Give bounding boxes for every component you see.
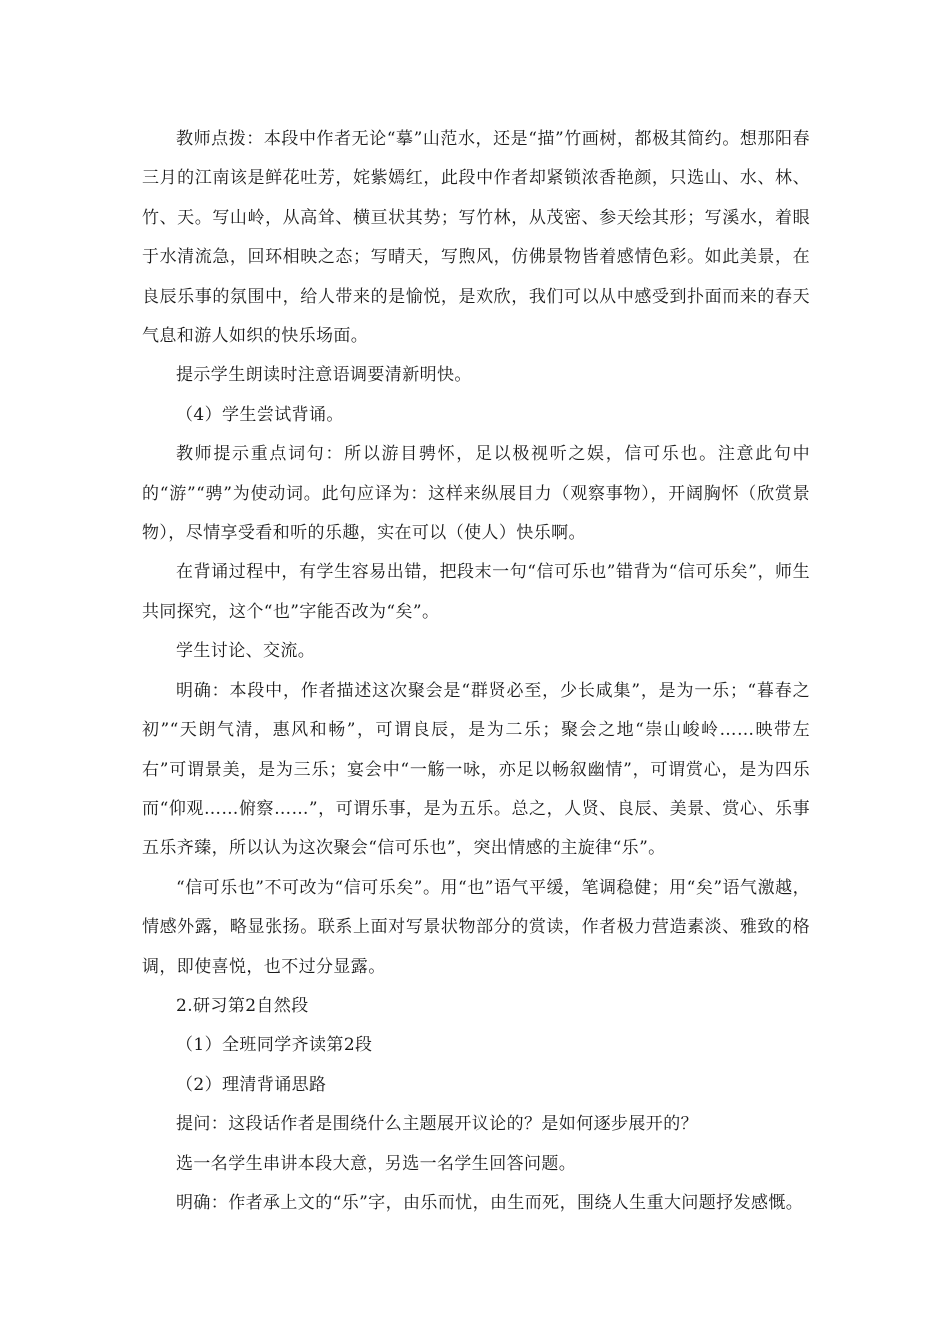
paragraph-question: 提问：这段话作者是围绕什么主题展开议论的？是如何逐步展开的？ bbox=[176, 1114, 698, 1135]
document-body bbox=[142, 120, 810, 1223]
paragraph-step-4: （4）学生尝试背诵。 bbox=[176, 404, 344, 425]
paragraph-section-2-heading: 2.研习第2自然段 bbox=[176, 995, 309, 1016]
paragraph-key-sentence: 教师提示重点词句：所以游目骋怀，足以极视听之娱，信可乐也。注意此句中的“游”“骋”为使动词。此句应译为：这样来纵展目力（观察事物），开阔胸怀（欣赏景物），尽情享受看和听的乐趣，实在可以（使人）快乐啊。 bbox=[142, 444, 810, 544]
paragraph-student-task: 选一名学生串讲本段大意，另选一名学生回答问题。 bbox=[176, 1153, 577, 1174]
paragraph-reading-tip: 提示学生朗读时注意语调要清新明快。 bbox=[176, 365, 472, 386]
paragraph-clarification: 明确：作者承上文的“乐”字，由乐而忧，由生而死，围绕人生重大问题抒发感慨。 bbox=[176, 1192, 804, 1213]
paragraph-discussion: 学生讨论、交流。 bbox=[176, 641, 316, 662]
paragraph-five-joys: 明确：本段中，作者描述这次聚会是“群贤必至，少长咸集”，是为一乐；“暮春之初”“天朗气清，惠风和畅”，可谓良辰，是为二乐；聚会之地“崇山峻岭……映带左右”可谓景美，是为三乐；宴会中“一觞一咏，亦足以畅叙幽情”，可谓赏心，是为四乐而“仰观……俯察……”，可谓乐事，是为五乐。总之，人贤、良辰、美景、赏心、乐事五乐齐臻，所以认为这次聚会“信可乐也”，突出情感的主旋律“乐”。 bbox=[142, 680, 810, 859]
paragraph-step-1: （1）全班同学齐读第2段 bbox=[176, 1035, 373, 1056]
paragraph-ye-vs-yi: “信可乐也”不可改为“信可乐矣”。用“也”语气平缓，笔调稳健；用“矣”语气激越，情感外露，略显张扬。联系上面对写景状物部分的赏读，作者极力营造素淡、雅致的格调，即使喜悦，也不过分显露。 bbox=[142, 877, 810, 977]
paragraph-step-2: （2）理清背诵思路 bbox=[176, 1074, 327, 1095]
paragraph-teacher-guidance: 教师点拨：本段中作者无论“摹”山范水，还是“描”竹画树，都极其简约。想那阳春三月的江南该是鲜花吐芳，姹紫嫣红，此段中作者却紧锁浓香艳颜，只选山、水、林、竹、天。写山岭，从高耸、横亘状其势；写竹林，从茂密、参天绘其形；写溪水，着眼于水清流急，回环相映之态；写晴天，写煦风，仿佛景物皆着感情色彩。如此美景，在良辰乐事的氛围中，给人带来的是愉悦，是欢欣，我们可以从中感受到扑面而来的春天气息和游人如织的快乐场面。 bbox=[142, 129, 810, 347]
paragraph-recitation-error: 在背诵过程中，有学生容易出错，把段末一句“信可乐也”错背为“信可乐矣”，师生共同探究，这个“也”字能否改为“矣”。 bbox=[142, 562, 810, 622]
